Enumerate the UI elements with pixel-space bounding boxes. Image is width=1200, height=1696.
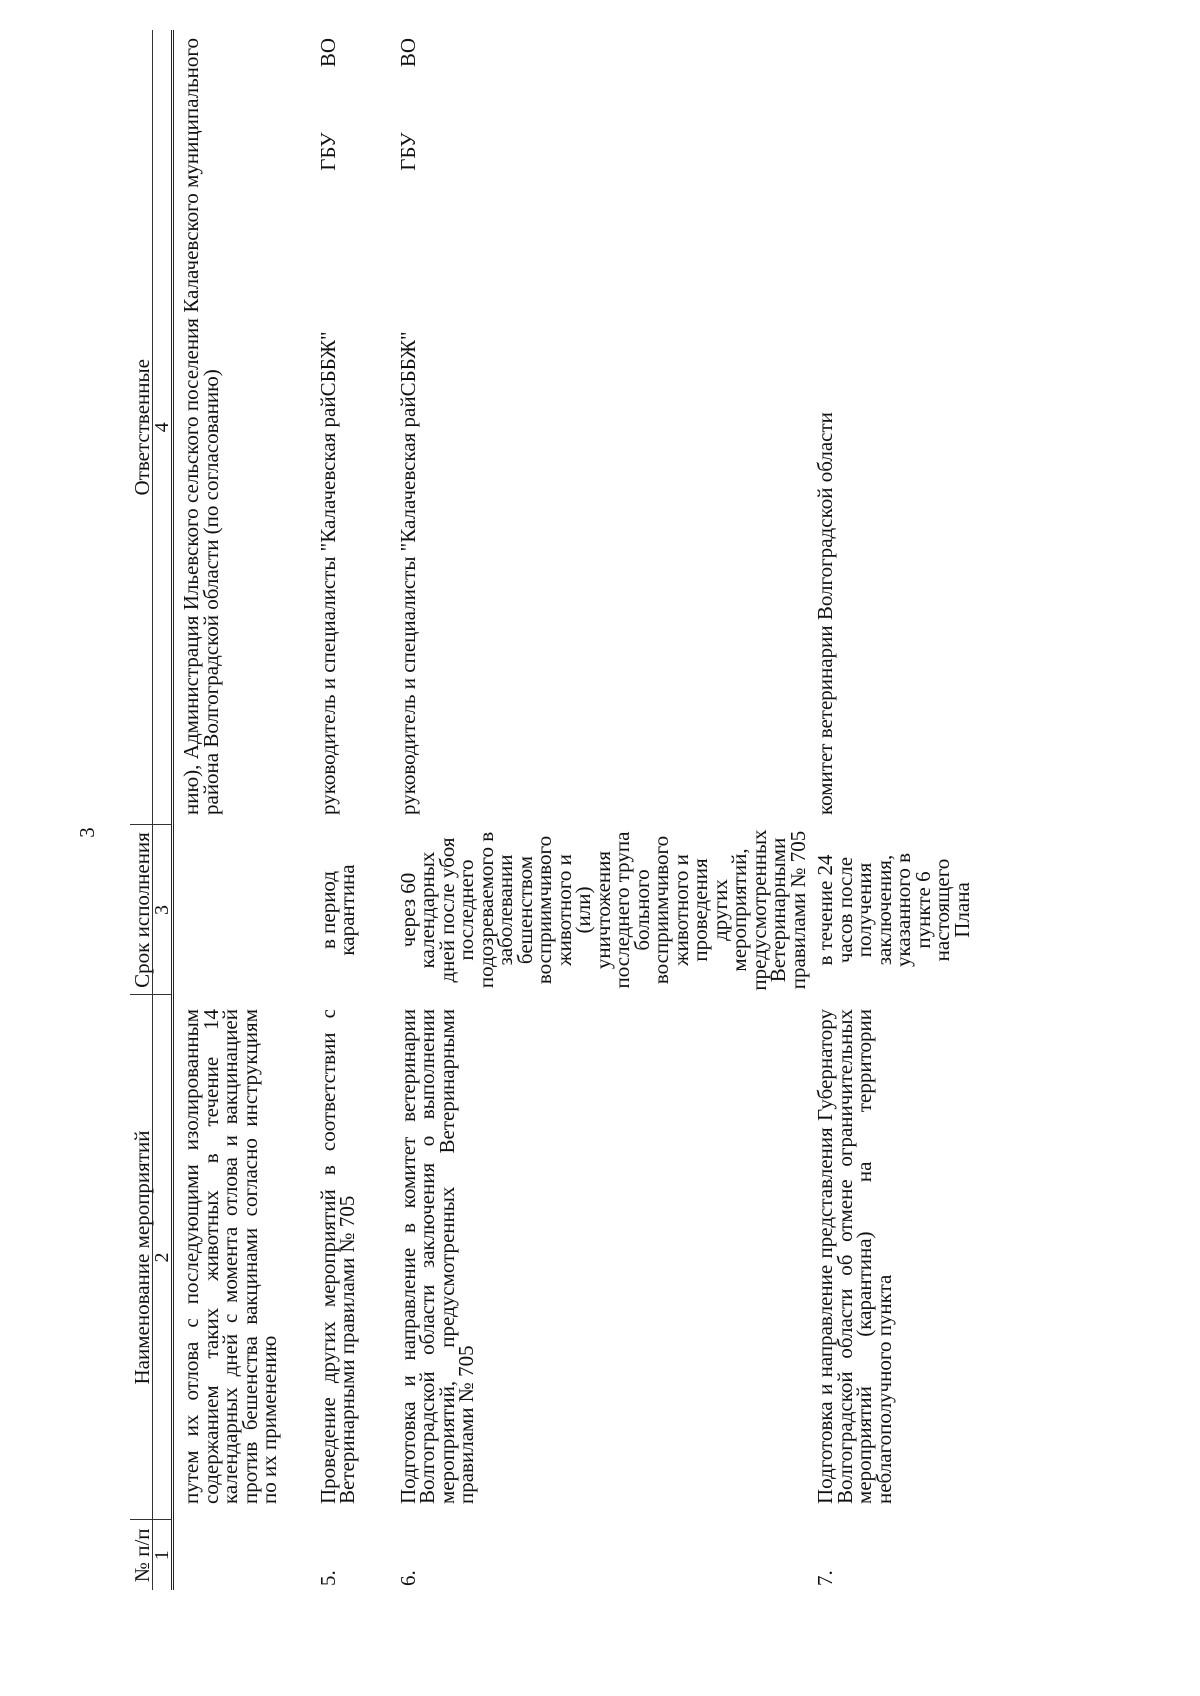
row-responsible [391,30,809,825]
row-measure: Проведение других мероприятий в соответствии с Ветеринарными правилами № 705 [315,1009,359,1504]
responsible-main: руководитель и специалисты "Калачевская райСББЖ" [315,331,340,815]
measures-table [130,30,972,1590]
row-measure: Подготовка и направление в комитет ветеринарии Волгоградской области заключения о выполнении мероприятий, предусмотренных Ветеринарными правилами № 705 [395,1009,478,1504]
row-number: 6. [395,1570,420,1586]
row-responsible [311,30,391,825]
row-deadline: через 60 календарных дней после убоя последнего подозреваемого в заболевании бешенством восприимчивого животного и (или) уничтожения последнего трупа больного восприимчивого животного и проведения других мероприятий, предусмотренных Ветеринарными правилами № 705 [395,829,810,991]
row-measure: Подготовка и направление представления Губернатору Волгоградской области об отмене ограничительных мероприятий (карантина) на территории неблагополучного пункта [813,1009,896,1504]
table-row [173,30,311,1590]
table-header [130,30,153,1590]
table-row [311,30,391,1590]
column-number: 4 [153,30,173,825]
column-number: 1 [153,1520,173,1590]
row-deadline: в период карантина [315,864,359,956]
table-row [391,30,809,1590]
header-name: Наименование мероприятий [130,995,153,1520]
row-measure: путем их отлова с последующими изолированным содержанием таких животных в течение 14 календарных дней с момента отлова и вакцинацией против бешенства вакцинами согласно инструкциям по их применению [179,1009,281,1504]
header-num: № п/п [130,1520,153,1590]
row-deadline [173,825,311,995]
table-row [808,30,972,1590]
row-number [173,1520,311,1590]
column-number: 3 [153,825,173,995]
column-number-row [153,30,173,1590]
row-number: 7. [813,1570,837,1586]
row-number: 5. [315,1570,340,1586]
row-responsible: нию), Администрация Ильевского сельского поселения Калачевского муниципального района Волгоградской области (по согласованию) [179,38,223,815]
header-responsible: Ответственные [130,30,153,825]
column-number: 2 [153,995,173,1520]
row-responsible: комитет ветеринарии Волгоградской области [813,412,837,815]
responsible-org: ГБУ ВО [395,38,420,171]
responsible-org: ГБУ ВО [315,38,340,171]
row-deadline: в течение 24 часов после получения заключения, указанного в пункте 6 настоящего Плана [813,852,974,968]
page-number: 3 [74,827,99,838]
rotated-table-area [130,30,974,1590]
responsible-main: руководитель и специалисты "Калачевская райСББЖ" [395,331,420,815]
header-deadline: Срок исполнения [130,825,153,995]
